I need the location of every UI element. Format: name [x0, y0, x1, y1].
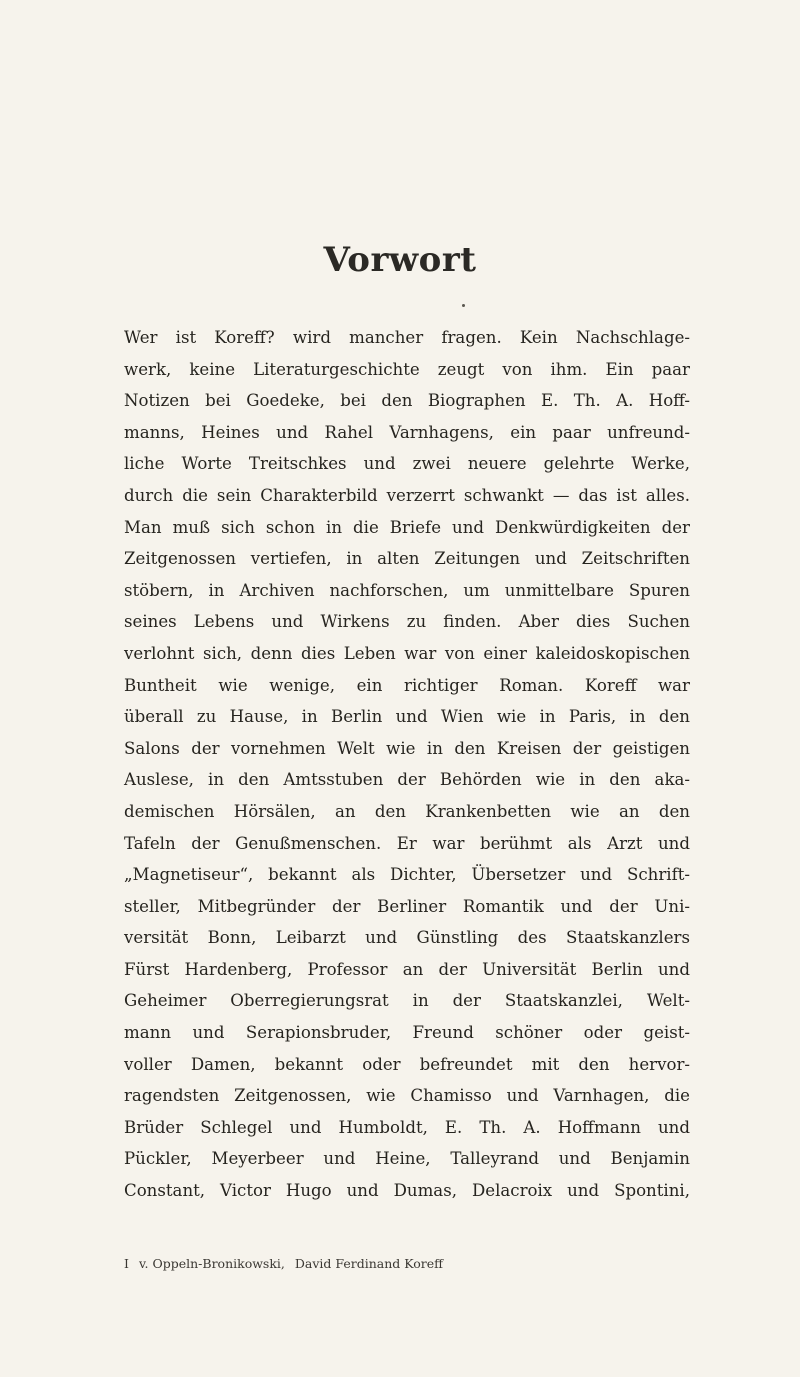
- text-line: verlohnt sich, denn dies Leben war von einer kaleidoskopischen: [124, 643, 690, 663]
- text-line: steller, Mitbegründer der Berliner Romantik und der Uni-: [124, 896, 690, 916]
- text-line: Notizen bei Goedeke, bei den Biographen E. Th. A. Hoff-: [124, 391, 690, 411]
- text-line: Auslese, in den Amtsstuben der Behörden wie in den aka-: [124, 770, 690, 790]
- text-line: mann und Serapionsbruder, Freund schöner oder geist-: [124, 1023, 690, 1043]
- text-line: demischen Hörsälen, an den Krankenbetten wie an den: [124, 801, 690, 821]
- text-line: liche Worte Treitschkes und zwei neuere gelehrte Werke,: [124, 454, 690, 474]
- text-line: voller Damen, bekannt oder befreundet mit den hervor-: [124, 1054, 690, 1074]
- text-line: Salons der vornehmen Welt wie in den Kreisen der geistigen: [124, 738, 690, 758]
- text-line: seines Lebens und Wirkens zu finden. Aber dies Suchen: [124, 612, 690, 632]
- text-line: Buntheit wie wenige, ein richtiger Roman. Koreff war: [124, 675, 690, 695]
- text-line: ragendsten Zeitgenossen, wie Chamisso und Varnhagen, die: [124, 1086, 690, 1106]
- text-line: Tafeln der Genußmenschen. Er war berühmt als Arzt und: [124, 833, 690, 853]
- footer-title: David Ferdinand Koreff: [294, 1256, 444, 1271]
- text-line: überall zu Hause, in Berlin und Wien wie in Paris, in den: [124, 707, 690, 727]
- page-heading: Vorwort: [323, 240, 477, 280]
- print-speck: [462, 304, 465, 307]
- text-line: durch die sein Charakterbild verzerrt schwankt — das ist alles.: [124, 485, 690, 505]
- signature-mark: I: [124, 1256, 129, 1271]
- text-line: Wer ist Koreff? wird mancher fragen. Kein Nachschlage-: [124, 328, 690, 347]
- text-line: Pückler, Meyerbeer und Heine, Talleyrand und Benjamin: [124, 1149, 690, 1169]
- footer-author: v. Oppeln-Bronikowski,: [138, 1256, 285, 1271]
- text-line: Constant, Victor Hugo und Dumas, Delacroix und Spontini,: [124, 1181, 690, 1201]
- text-line: stöbern, in Archiven nachforschen, um unmittelbare Spuren: [124, 580, 690, 600]
- text-line: Man muß sich schon in die Briefe und Denkwürdigkeiten der: [124, 517, 690, 537]
- body-text: [124, 322, 690, 1207]
- text-line: Zeitgenossen vertiefen, in alten Zeitungen und Zeitschriften: [124, 549, 690, 569]
- text-line: versität Bonn, Leibarzt und Günstling des Staatskanzlers: [124, 928, 690, 948]
- text-line: „Magnetiseur“, bekannt als Dichter, Übersetzer und Schrift-: [124, 865, 690, 885]
- text-line: manns, Heines und Rahel Varnhagens, ein paar unfreund-: [124, 422, 690, 442]
- text-line: Geheimer Oberregierungsrat in der Staatskanzlei, Welt-: [124, 991, 690, 1011]
- text-line: Brüder Schlegel und Humboldt, E. Th. A. Hoffmann und: [124, 1117, 690, 1137]
- text-line: werk, keine Literaturgeschichte zeugt von ihm. Ein paar: [124, 359, 690, 379]
- page-footer: [124, 1256, 690, 1271]
- text-line: Fürst Hardenberg, Professor an der Universität Berlin und: [124, 959, 690, 979]
